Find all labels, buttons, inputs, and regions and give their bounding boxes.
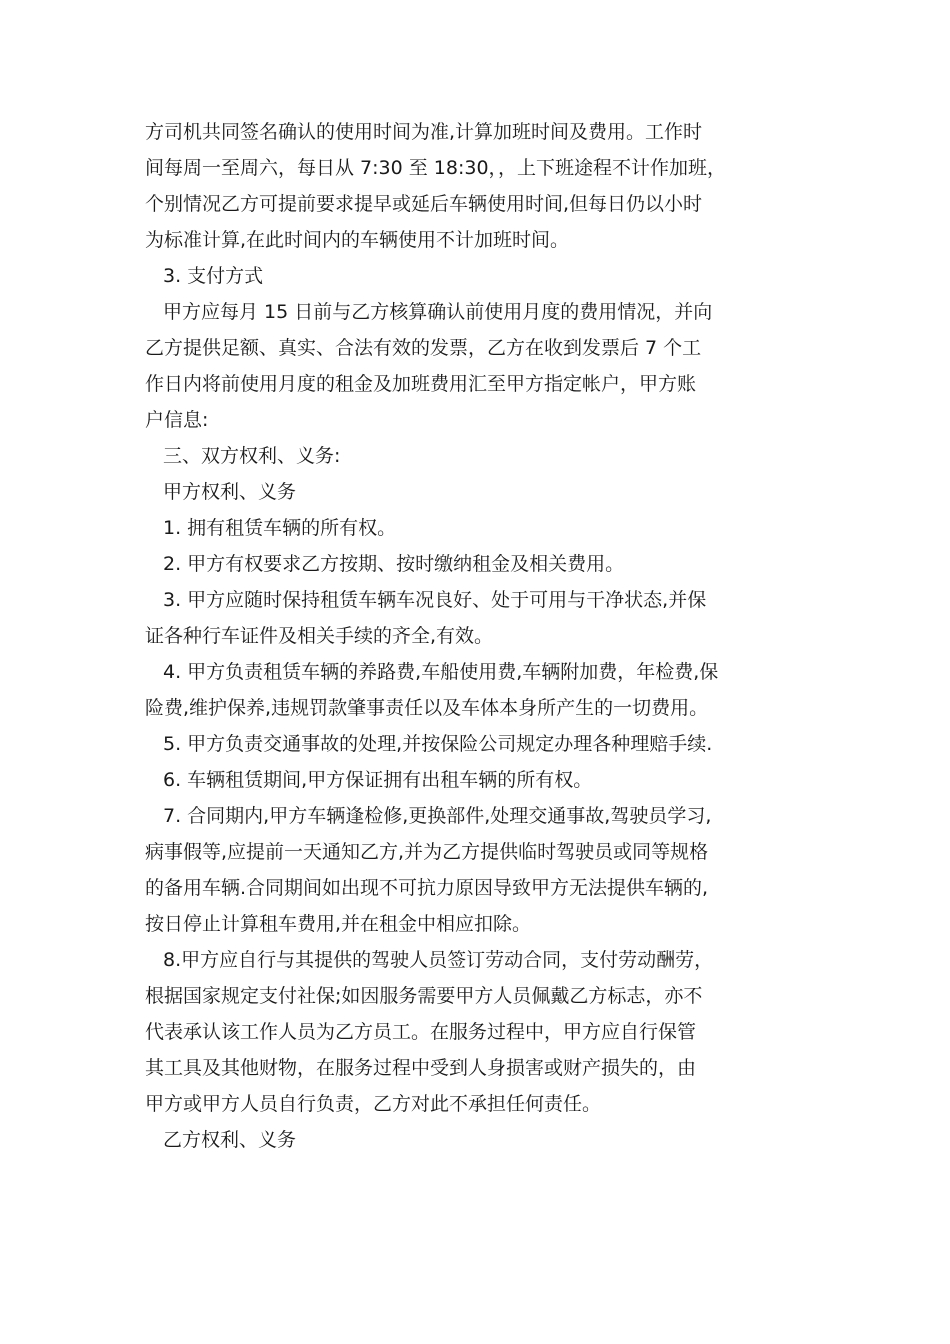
text-line: 其工具及其他财物，在服务过程中受到人身损害或财产损失的，由 (145, 1057, 697, 1079)
paragraph (145, 726, 813, 762)
text-line: 作日内将前使用月度的租金及加班费用汇至甲方指定帐户，甲方账 (145, 373, 697, 395)
text-line: 乙方权利、义务 (163, 1129, 297, 1151)
paragraph (145, 582, 813, 654)
paragraph (145, 294, 813, 438)
text-line: 户信息: (145, 409, 209, 431)
document-body (145, 114, 813, 1158)
text-line: 为标准计算,在此时间内的车辆使用不计加班时间。 (145, 229, 570, 251)
text-line: 3. 支付方式 (163, 265, 264, 287)
text-line: 险费,维护保养,违规罚款肇事责任以及车体本身所产生的一切费用。 (145, 697, 709, 719)
text-line: 代表承认该工作人员为乙方员工。在服务过程中，甲方应自行保管 (145, 1021, 697, 1043)
paragraph (145, 258, 813, 294)
text-line: 病事假等,应提前一天通知乙方,并为乙方提供临时驾驶员或同等规格 (145, 841, 709, 863)
paragraph (145, 546, 813, 582)
text-line: 2. 甲方有权要求乙方按期、按时缴纳租金及相关费用。 (163, 553, 625, 575)
text-line: 甲方或甲方人员自行负责，乙方对此不承担任何责任。 (145, 1093, 602, 1115)
text-line: 3. 甲方应随时保持租赁车辆车况良好、处于可用与干净状态,并保 (163, 589, 707, 611)
paragraph (145, 942, 813, 1122)
text-line: 个别情况乙方可提前要求提早或延后车辆使用时间,但每日仍以小时 (145, 193, 703, 215)
text-line: 按日停止计算租车费用,并在租金中相应扣除。 (145, 913, 532, 935)
paragraph (145, 762, 813, 798)
paragraph (145, 798, 813, 942)
text-line: 8.甲方应自行与其提供的驾驶人员签订劳动合同，支付劳动酬劳， (163, 949, 714, 971)
text-line: 乙方提供足额、真实、合法有效的发票，乙方在收到发票后 7 个工 (145, 337, 702, 359)
text-line: 的备用车辆.合同期间如出现不可抗力原因导致甲方无法提供车辆的, (145, 877, 709, 899)
text-line: 方司机共同签名确认的使用时间为准,计算加班时间及费用。工作时 (145, 121, 703, 143)
paragraph (145, 510, 813, 546)
text-line: 6. 车辆租赁期间,甲方保证拥有出租车辆的所有权。 (163, 769, 593, 791)
paragraph (145, 114, 813, 258)
paragraph (145, 474, 813, 510)
text-line: 甲方应每月 15 日前与乙方核算确认前使用月度的费用情况，并向 (163, 301, 713, 323)
text-line: 根据国家规定支付社保;如因服务需要甲方人员佩戴乙方标志，亦不 (145, 985, 703, 1007)
text-line: 三、双方权利、义务: (163, 445, 341, 467)
paragraph (145, 1122, 813, 1158)
text-line: 5. 甲方负责交通事故的处理,并按保险公司规定办理各种理赔手续. (163, 733, 713, 755)
text-line: 间每周一至周六，每日从 7:30 至 18:30，，上下班途程不计作加班， (145, 157, 727, 179)
text-line: 甲方权利、义务 (163, 481, 297, 503)
paragraph (145, 654, 813, 726)
text-line: 7. 合同期内,甲方车辆逢检修,更换部件,处理交通事故,驾驶员学习, (163, 805, 712, 827)
text-line: 1. 拥有租赁车辆的所有权。 (163, 517, 397, 539)
text-line: 4. 甲方负责租赁车辆的养路费,车船使用费,车辆附加费，年检费,保 (163, 661, 719, 683)
paragraph (145, 438, 813, 474)
text-line: 证各种行车证件及相关手续的齐全,有效。 (145, 625, 494, 647)
